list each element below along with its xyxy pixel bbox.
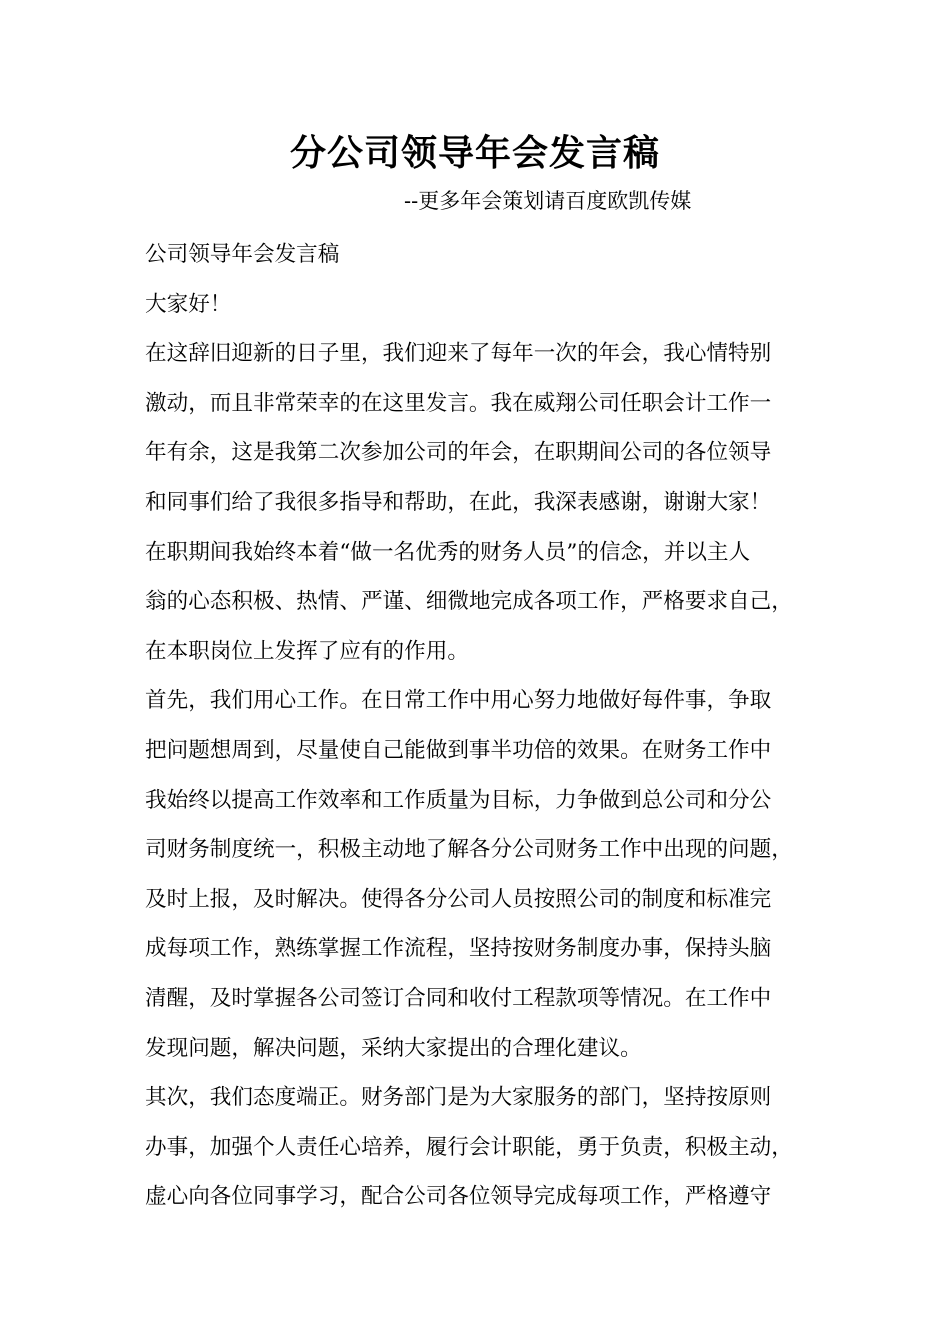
- body-line: 激动，而且非常荣幸的在这里发言。我在威翔公司任职会计工作一: [145, 390, 772, 416]
- body-line: 在这辞旧迎新的日子里，我们迎来了每年一次的年会，我心情特别: [145, 341, 772, 367]
- body-line: 其次，我们态度端正。财务部门是为大家服务的部门，坚持按原则: [145, 1085, 772, 1111]
- body-line: 公司领导年会发言稿: [145, 242, 340, 267]
- body-line: 清醒，及时掌握各公司签订合同和收付工程款项等情况。在工作中: [145, 985, 772, 1011]
- body-line: 在本职岗位上发挥了应有的作用。: [145, 638, 469, 664]
- document-body: [145, 230, 805, 1222]
- body-line: 及时上报，及时解决。使得各分公司人员按照公司的制度和标准完: [145, 886, 772, 912]
- document-title: 分公司领导年会发言稿: [289, 132, 660, 174]
- body-line: 大家好！: [145, 291, 232, 317]
- body-line: 翁的心态积极、热情、严谨、细微地完成各项工作，严格要求自己，: [145, 589, 793, 615]
- body-line: 首先，我们用心工作。在日常工作中用心努力地做好每件事，争取: [145, 688, 772, 714]
- body-line: 虚心向各位同事学习，配合公司各位领导完成每项工作，严格遵守: [145, 1184, 772, 1210]
- body-line: 发现问题，解决问题，采纳大家提出的合理化建议。: [145, 1035, 642, 1061]
- body-line: 在职期间我始终本着“做一名优秀的财务人员”的信念，并以主人: [145, 539, 751, 565]
- body-line: 司财务制度统一，积极主动地了解各分公司财务工作中出现的问题，: [145, 837, 793, 863]
- body-line: 和同事们给了我很多指导和帮助，在此，我深表感谢，谢谢大家！: [145, 489, 772, 515]
- body-line: 成每项工作，熟练掌握工作流程，坚持按财务制度办事，保持头脑: [145, 936, 772, 962]
- body-line: 我始终以提高工作效率和工作质量为目标，力争做到总公司和分公: [145, 787, 772, 813]
- document-subtitle: --更多年会策划请百度欧凯传媒: [404, 189, 692, 213]
- body-line: 办事，加强个人责任心培养，履行会计职能，勇于负责，积极主动，: [145, 1134, 793, 1160]
- body-line: 年有余，这是我第二次参加公司的年会，在职期间公司的各位领导: [145, 440, 772, 466]
- body-line: 把问题想周到，尽量使自己能做到事半功倍的效果。在财务工作中: [145, 737, 772, 763]
